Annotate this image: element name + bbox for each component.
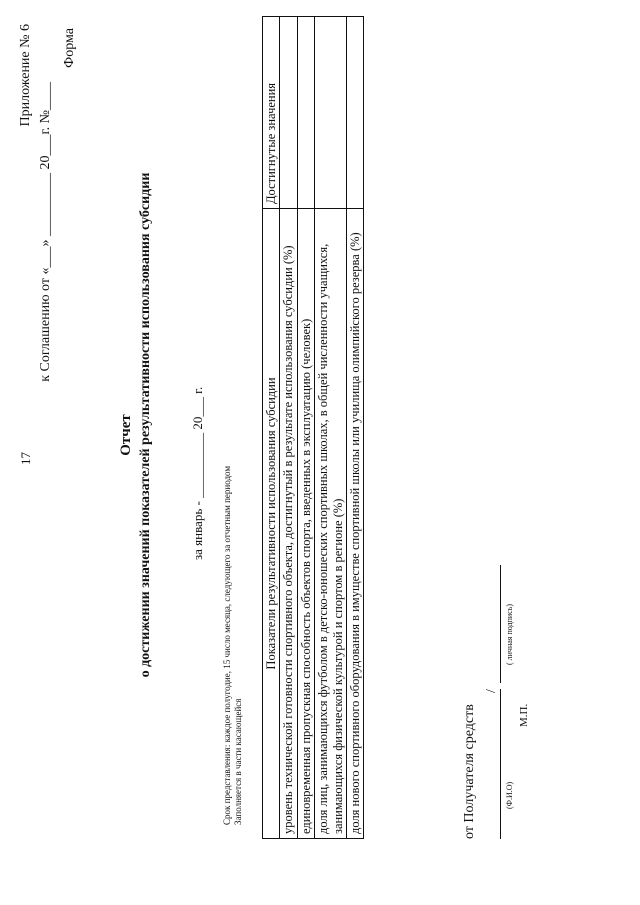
page-number: 17 <box>18 452 33 465</box>
indicator-cell: уровень технической готовности спортивного объекта, достигнутый в результате использования субсидии (%) <box>280 209 297 839</box>
fill-note: Заполняется в части касающейся <box>233 698 243 825</box>
form-label: Форма <box>62 28 77 68</box>
report-subtitle: о достижении значений показателей результативности использования субсидии <box>138 172 153 678</box>
recipient-label: от Получателя средств <box>462 704 477 839</box>
results-table <box>262 16 364 839</box>
header-values: Достигнутые значения <box>263 17 280 209</box>
value-cell[interactable] <box>346 17 363 209</box>
table-row <box>346 17 363 839</box>
fio-caption: (Ф.И.О) <box>505 781 514 809</box>
stamp-label: М.П. <box>518 703 530 727</box>
indicator-cell: доля нового спортивного оборудования в имуществе спортивной школы или училища олимпийского резерва (%) <box>346 209 363 839</box>
table-row <box>297 17 314 839</box>
value-cell[interactable] <box>297 17 314 209</box>
agreement-reference: к Соглашению от «___» _________ 20___г. №____ <box>38 82 53 382</box>
report-period: за январь - __________ 20___ г. <box>190 386 205 560</box>
indicator-cell: доля лиц, занимающихся футболом в детско-юношеских спортивных школах, в общей численности учащихся, занимающихся физической культурой и спортом в регионе (%) <box>315 209 347 839</box>
signature-line[interactable] <box>500 565 501 683</box>
deadline-note: Срок представления: каждое полугодие, 15 число месяца, следующего за отчетным периодом <box>222 465 232 825</box>
indicator-cell: единовременная пропускная способность объектов спорта, введенных в эксплуатацию (человек) <box>297 209 314 839</box>
annex-label: Приложение № 6 <box>18 24 33 127</box>
signature-caption: ( личная подпись) <box>505 603 514 665</box>
table-header-row <box>263 17 280 839</box>
header-indicators: Показатели результативности использования субсидии <box>263 209 280 839</box>
report-title: Отчет <box>118 414 134 456</box>
value-cell[interactable] <box>280 17 297 209</box>
fio-line[interactable] <box>500 689 501 839</box>
value-cell[interactable] <box>315 17 347 209</box>
table-row <box>315 17 347 839</box>
table-row <box>280 17 297 839</box>
signature-separator: / <box>484 689 499 693</box>
